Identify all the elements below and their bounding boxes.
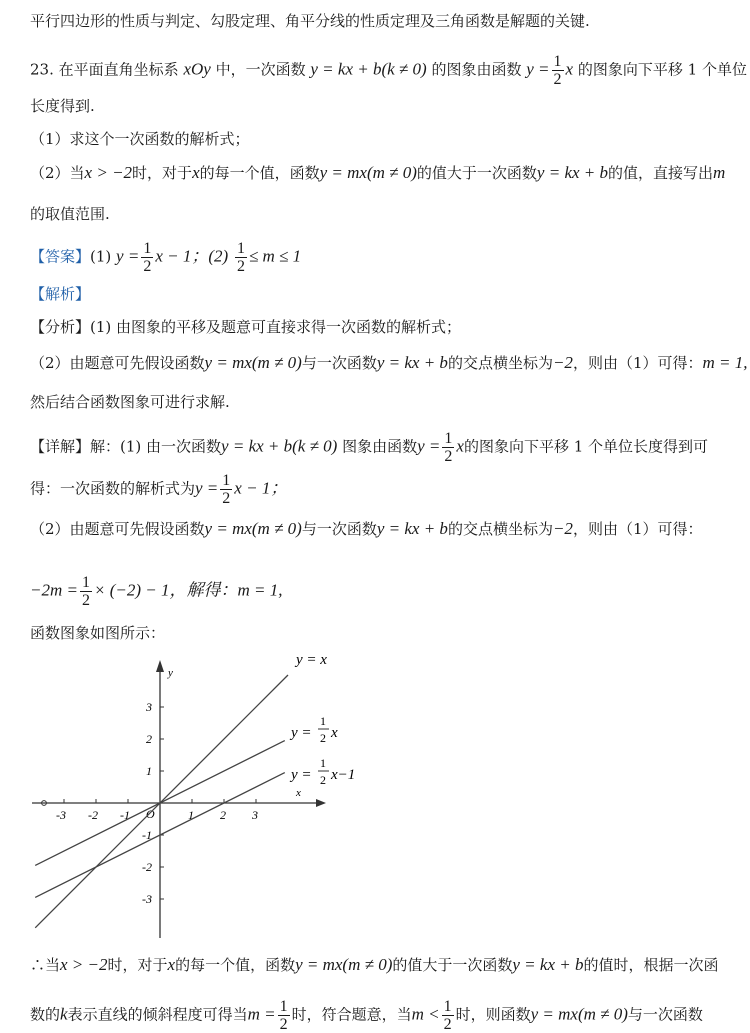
answer-line: 【答案】(1) y = $\frac{1}{2}$ x − 1；(2) $\frac{1}{2}$ ≤ m ≤ 1 [30, 240, 302, 275]
fenxi-tag: 【分析】 [30, 318, 91, 336]
line-label-half-x-minus-1 [289, 756, 355, 787]
answer-tag: 【答案】 [30, 247, 91, 266]
analysis-line: 【分析】(1) 由图象的平移及题意可直接求得一次函数的解析式； [30, 318, 462, 336]
svg-text:2: 2 [320, 731, 326, 745]
line-label-y-x: y = x [296, 652, 327, 668]
detail-line: 【详解】解：(1) 由一次函数y = kx + b(k ≠ 0) 图象由函数y = $\frac{1}{2}$ x的图象向下平移 1 个单位长度得到可 [30, 430, 709, 465]
svg-text:1: 1 [320, 714, 326, 728]
text-line: 的取值范围. [30, 205, 110, 223]
detail-tag: 【详解】 [30, 437, 91, 456]
text-line: 长度得到. [30, 97, 95, 115]
analysis-tag: 【解析】 [30, 285, 91, 303]
subquestion-1: （1）求这个一次函数的解析式； [30, 130, 250, 148]
y-tick-label: 3 [146, 700, 152, 714]
y-tick-label: -1 [142, 828, 152, 842]
svg-text:x: x [331, 725, 338, 741]
text-line: 然后结合函数图象可进行求解. [30, 393, 230, 411]
svg-text:1: 1 [320, 756, 326, 770]
y-axis-label: y [168, 667, 173, 679]
line-label-half-x [289, 714, 338, 745]
x-tick-label: 1 [188, 808, 194, 822]
text-line: 平行四边形的性质与判定、勾股定理、角平分线的性质定理及三角函数是解题的关键. [30, 12, 590, 30]
x-tick-label: -2 [88, 808, 98, 822]
function-graph [28, 648, 428, 938]
text-line: 得：一次函数的解析式为y = $\frac{1}{2}$ x − 1； [30, 472, 288, 507]
fraction: $\frac{1}{2}$ [553, 53, 562, 88]
x-axis-arrow [316, 799, 326, 807]
subquestion-2: （2）当x > −2时，对于x的每一个值，函数y = mx(m ≠ 0)的值大于一次函数y = kx + b的值，直接写出m [30, 163, 726, 182]
axes [32, 670, 316, 938]
text-line: （2）由题意可先假设函数y = mx(m ≠ 0)与一次函数y = kx + b的交点横坐标为−2，则由（1）可得：m = 1, [30, 353, 748, 372]
text-line: （2）由题意可先假设函数y = mx(m ≠ 0)与一次函数y = kx + b的交点横坐标为−2，则由（1）可得： [30, 519, 703, 538]
y-tick-label: 2 [146, 732, 152, 746]
y-tick-label: -3 [142, 892, 152, 906]
x-tick-label: 3 [252, 808, 258, 822]
x-tick-label: -3 [56, 808, 66, 822]
y-tick-label: -2 [142, 860, 152, 874]
function-line-1 [35, 675, 288, 928]
x-tick-label: 2 [220, 808, 226, 822]
text-line: ∴当x > −2时，对于x的每一个值，函数y = mx(m ≠ 0)的值大于一次函数y = kx + b的值时，根据一次函 [30, 955, 719, 974]
svg-text:2: 2 [320, 773, 326, 787]
x-axis-label: x [296, 787, 301, 799]
svg-text:x−1: x−1 [331, 767, 356, 783]
origin-label: O [146, 807, 155, 821]
svg-text:y =: y = [291, 725, 312, 741]
svg-text:y =: y = [291, 767, 312, 783]
text-line: 数的k表示直线的倾斜程度可得当m = $\frac{1}{2}$ 时，符合题意，当m < $\frac{1}{2}$ 时，则函数y = mx(m ≠ 0)与一次函数 [30, 998, 703, 1033]
text-line: 函数图象如图所示： [30, 624, 166, 642]
equation-line: −2m = $\frac{1}{2}$ × (−2) − 1，解得：m = 1, [30, 574, 283, 609]
y-axis-arrow [156, 660, 164, 672]
x-tick-label: -1 [120, 808, 130, 822]
question-number: 23. [30, 60, 54, 79]
question-23: 23. 在平面直角坐标系 xOy 中，一次函数 y = kx + b(k ≠ 0) 的图象由函数 y = $\frac{1}{2}$ x 的图象向下平移 1 个单位 [30, 53, 747, 88]
y-tick-label: 1 [146, 764, 152, 778]
